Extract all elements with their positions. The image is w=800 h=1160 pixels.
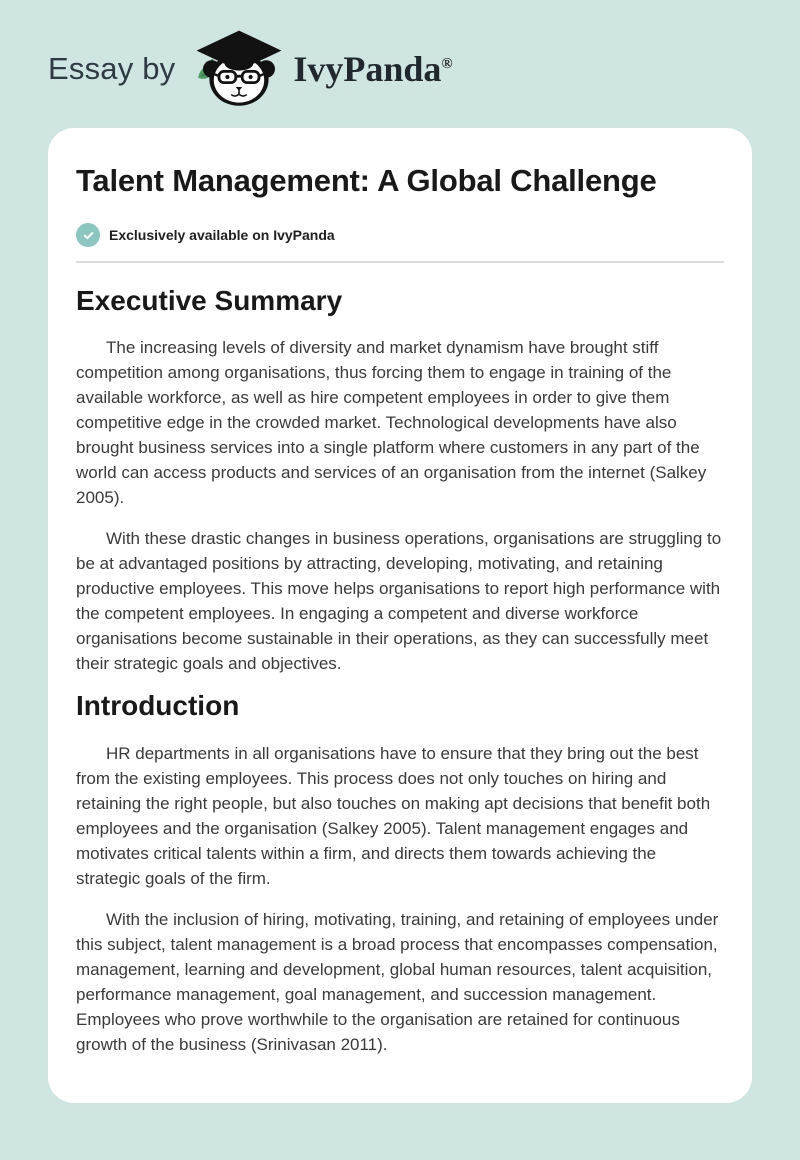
availability-label: Exclusively available on IvyPanda [109, 227, 335, 244]
essay-card [48, 128, 752, 1103]
paragraph: HR departments in all organisations have to ensure that they bring out the best from the existing employees. This process does not only touches on hiring and retaining the right people, but also touches on making apt decisions that benefit both employees and the organisation (Salkey 2005). Talent management engages and motivates critical talents within a firm, and directs them towards achieving the strategic goals of the firm. [76, 743, 711, 888]
paragraph: The increasing levels of diversity and market dynamism have brought stiff competition among organisations, thus forcing them to engage in training of the available workforce, as well as hire competent employees in order to give them competitive edge in the crowded market. Technological developments have also brought business services into a single platform where customers in any part of the world can access products and services of an organisation from the internet (Salkey 2005). [76, 338, 707, 508]
divider [76, 261, 724, 263]
registered-trademark: ® [441, 56, 453, 72]
brand-name: IvyPanda [293, 49, 442, 89]
section-executive-summary [76, 285, 724, 676]
section-heading: Executive Summary [76, 285, 343, 317]
availability-badge [76, 223, 724, 247]
site-header [0, 0, 800, 110]
section-heading: Introduction [76, 690, 240, 722]
section-introduction [76, 690, 724, 1056]
essay-by-label: Essay by [48, 51, 176, 86]
ivypanda-panda-logo-icon [191, 29, 287, 109]
brand-wordmark [293, 48, 452, 90]
paragraph: With these drastic changes in business operations, organisations are struggling to be at advantaged positions by attracting, developing, motivating, and retaining productive employees. This move helps organisations to report high performance with the competent employees. In engaging a competent and diverse workforce organisations become sustainable in their operations, as they can successfully meet their strategic goals and objectives. [76, 529, 722, 674]
check-icon [76, 223, 100, 247]
paragraph: With the inclusion of hiring, motivating, training, and retaining of employees under this subject, talent management is a broad process that encompasses compensation, management, learning and development, global human resources, talent acquisition, performance management, goal management, and succession management. Employees who prove worthwhile to the organisation are retained for continuous growth of the business (Srinivasan 2011). [76, 909, 719, 1054]
essay-title: Talent Management: A Global Challenge [76, 163, 657, 198]
